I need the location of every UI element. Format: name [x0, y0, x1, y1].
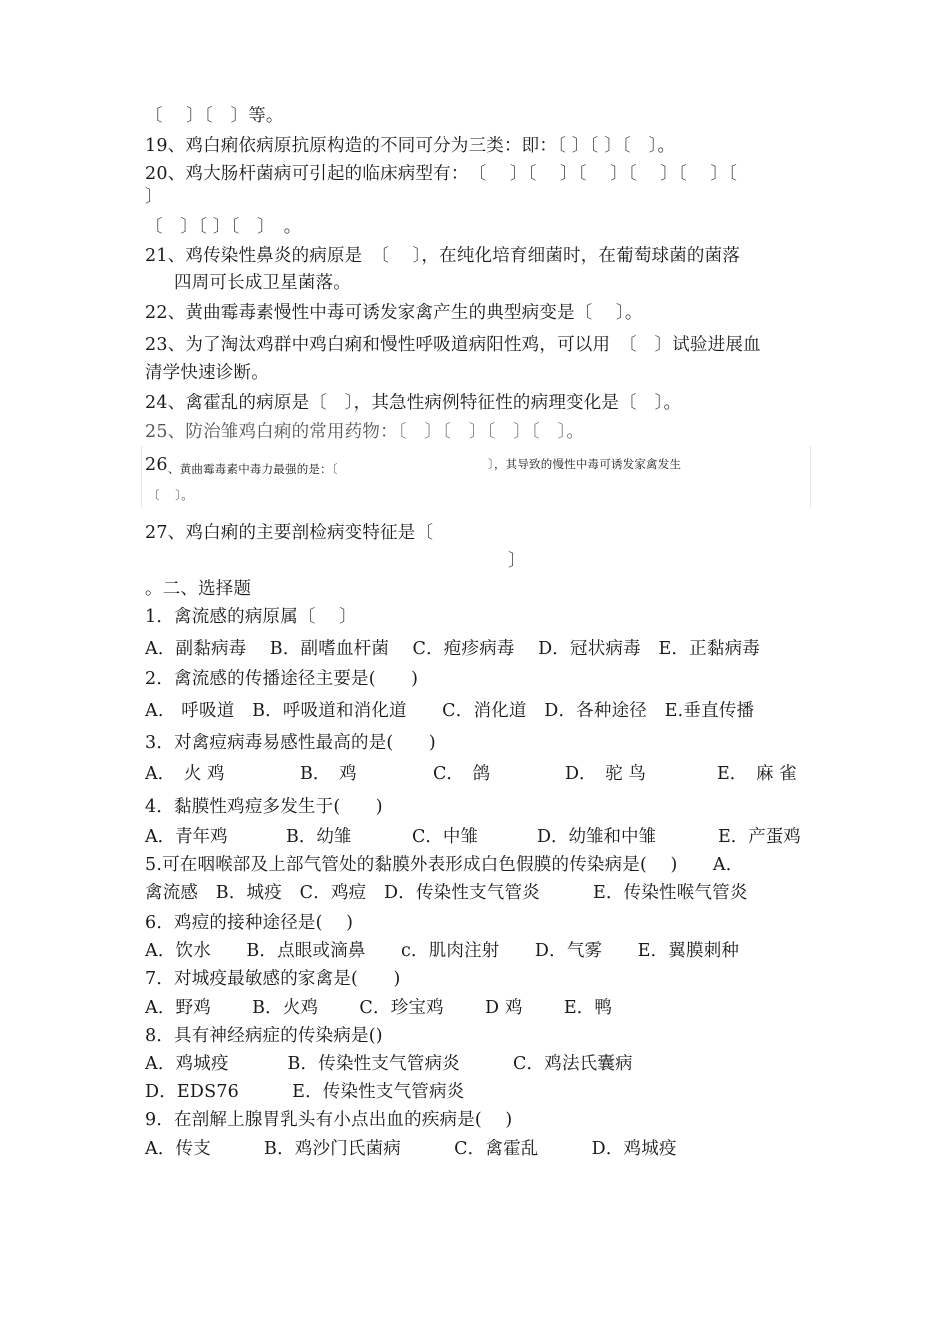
- choice-options-5: 禽流感 B．城疫 C．鸡痘 D．传染性支气管炎 E．传染性喉气管炎: [145, 883, 748, 903]
- choice-question-1: 1．禽流感的病原属〔 〕: [145, 607, 357, 627]
- choice-option-4c: C．中雏: [412, 827, 478, 847]
- choice-options-7: A．野鸡 B．火鸡 C．珍宝鸡 D 鸡 E．鸭: [145, 998, 613, 1018]
- fill-question-22: 22、黄曲霉毒素慢性中毒可诱发家禽产生的典型病变是〔 〕。: [145, 303, 643, 323]
- fill-question-26-cont: 〕，其导致的慢性中毒可诱发家禽发生: [488, 457, 682, 471]
- choice-option-4b: B．幼雏: [286, 827, 352, 847]
- choice-options-1: A．副黏病毒 B．副嗜血杆菌 C．疱疹病毒 D．冠状病毒 E．正黏病毒: [145, 639, 760, 659]
- fill-question-23-cont: 清学快速诊断。: [145, 363, 269, 383]
- choice-question-8: 8．具有神经病症的传染病是(): [145, 1026, 383, 1046]
- choice-option-3c: C． 鸽: [433, 764, 491, 784]
- choice-options-2: A. 呼吸道 B．呼吸道和消化道 C．消化道 D．各种途径 E.垂直传播: [145, 701, 755, 721]
- fill-question-20-cont2: 〔 〕〔 〕〔 〕 。: [145, 217, 302, 237]
- choice-option-4d: D．幼雏和中雏: [537, 827, 657, 847]
- fill-question-21: 21、鸡传染性鼻炎的病原是 〔 〕，在纯化培育细菌时，在葡萄球菌的菌落: [145, 246, 741, 266]
- choice-option-3e: E． 麻 雀: [717, 764, 797, 784]
- fill-question-23: 23、为了淘汰鸡群中鸡白痢和慢性呼吸道病阳性鸡，可以用 〔 〕试验进展血: [145, 335, 761, 355]
- choice-question-9: 9．在剖解上腺胃乳头有小点出血的疾病是( ): [145, 1110, 513, 1130]
- fill-question-25: 25、防治雏鸡白痢的常用药物：〔 〕〔 〕〔 〕〔 〕。: [145, 422, 585, 442]
- choice-options-6: A．饮水 B．点眼或滴鼻 c．肌肉注射 D．气雾 E．翼膜刺种: [145, 941, 740, 961]
- fill-question-27: 27、鸡白痢的主要剖检病变特征是〔: [145, 523, 434, 543]
- choice-options-8a: A．鸡城疫 B．传染性支气管病炎 C．鸡法氏囊病: [145, 1054, 633, 1074]
- choice-question-3: 3．对禽痘病毒易感性最高的是( ): [145, 733, 436, 753]
- choice-options-9: A．传支 B．鸡沙门氏菌病 C．禽霍乱 D．鸡城疫: [145, 1139, 677, 1159]
- choice-question-2: 2．禽流感的传播途径主要是( ): [145, 669, 419, 689]
- choice-option-3b: B． 鸡: [300, 764, 357, 784]
- fill-question-20: 20、鸡大肠杆菌病可引起的临床病型有： 〔 〕〔 〕〔 〕〔 〕〔 〕〔: [145, 164, 738, 184]
- fill-line-18-end: 〔 〕〔 〕等。: [145, 106, 284, 126]
- choice-option-4e: E．产蛋鸡: [718, 827, 801, 847]
- fill-question-27-cont: 〕: [508, 551, 526, 571]
- choice-options-8b: D．EDS76 E．传染性支气管病炎: [145, 1082, 465, 1102]
- fill-question-26-cont2: 〔 〕。: [148, 488, 193, 502]
- choice-question-5: 5.可在咽喉部及上部气管处的黏膜外表形成白色假膜的传染病是( ) A．: [145, 855, 744, 875]
- choice-question-6: 6．鸡痘的接种途径是( ): [145, 913, 354, 933]
- fill-question-19: 19、鸡白痢依病原抗原构造的不同可分为三类：即：〔 〕〔 〕〔 〕。: [145, 136, 676, 156]
- choice-option-4a: A．青年鸡: [145, 827, 228, 847]
- choice-option-3d: D． 驼 鸟: [565, 764, 646, 784]
- fill-question-24: 24、禽霍乱的病原是〔 〕，其急性病例特征性的病理变化是〔 〕。: [145, 393, 682, 413]
- fill-question-26: 、黄曲霉毒素中毒力最强的是：〔: [168, 462, 338, 476]
- choice-option-3a: A． 火 鸡: [145, 764, 225, 784]
- fill-question-26-number: 26: [145, 455, 168, 475]
- fill-question-21-cont: 四周可长成卫星菌落。: [174, 273, 351, 293]
- choice-question-7: 7．对城疫最敏感的家禽是( ): [145, 969, 401, 989]
- choice-question-4: 4．黏膜性鸡痘多发生于( ): [145, 797, 383, 817]
- fill-question-20-cont: 〕: [145, 187, 163, 207]
- section-heading: 。二、选择题: [145, 579, 252, 599]
